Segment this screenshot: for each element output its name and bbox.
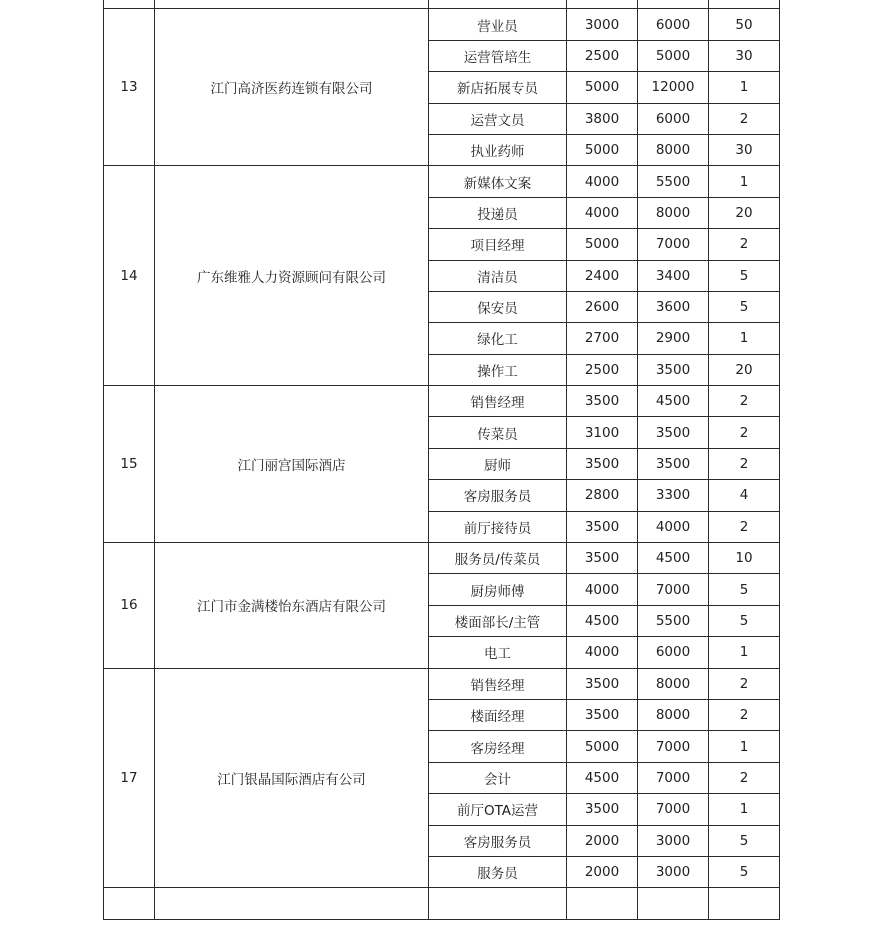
headcount-cell: 2 [709, 511, 780, 542]
position-title-cell: 新媒体文案 [429, 166, 567, 197]
headcount-cell: 20 [709, 197, 780, 228]
headcount-cell: 2 [709, 103, 780, 134]
position-title-cell: 执业药师 [429, 134, 567, 165]
salary-max-cell: 6000 [638, 637, 709, 668]
salary-max-cell: 3400 [638, 260, 709, 291]
blank-cell [567, 888, 638, 919]
position-title-cell: 服务员 [429, 856, 567, 887]
blank-cell [567, 0, 638, 9]
company-name-cell: 江门银晶国际酒店有公司 [155, 668, 429, 888]
position-title-cell: 保安员 [429, 291, 567, 322]
blank-cell [429, 888, 567, 919]
position-title-cell: 运营文员 [429, 103, 567, 134]
blank-cell [638, 0, 709, 9]
blank-cell [709, 0, 780, 9]
table-row [104, 386, 780, 417]
salary-max-cell: 3000 [638, 856, 709, 887]
position-title-cell: 前厅OTA运营 [429, 794, 567, 825]
salary-min-cell: 3500 [567, 448, 638, 479]
headcount-cell: 5 [709, 291, 780, 322]
company-number-cell: 13 [104, 9, 155, 166]
salary-min-cell: 4000 [567, 637, 638, 668]
position-title-cell: 电工 [429, 637, 567, 668]
salary-max-cell: 5500 [638, 605, 709, 636]
salary-min-cell: 4500 [567, 605, 638, 636]
table-row-partial-top [104, 0, 780, 9]
salary-max-cell: 8000 [638, 668, 709, 699]
position-title-cell: 清洁员 [429, 260, 567, 291]
blank-cell [709, 888, 780, 919]
salary-min-cell: 3500 [567, 699, 638, 730]
salary-max-cell: 7000 [638, 762, 709, 793]
position-title-cell: 厨师 [429, 448, 567, 479]
company-number-cell: 15 [104, 386, 155, 543]
position-title-cell: 楼面经理 [429, 699, 567, 730]
salary-max-cell: 4500 [638, 543, 709, 574]
headcount-cell: 2 [709, 386, 780, 417]
salary-max-cell: 7000 [638, 574, 709, 605]
position-title-cell: 客房经理 [429, 731, 567, 762]
position-title-cell: 操作工 [429, 354, 567, 385]
salary-min-cell: 3100 [567, 417, 638, 448]
salary-max-cell: 3500 [638, 354, 709, 385]
company-name-cell: 广东维雅人力资源顾问有限公司 [155, 166, 429, 386]
position-title-cell: 运营管培生 [429, 40, 567, 71]
headcount-cell: 5 [709, 574, 780, 605]
position-title-cell: 销售经理 [429, 668, 567, 699]
salary-min-cell: 3500 [567, 511, 638, 542]
table-row [104, 9, 780, 40]
blank-cell [104, 888, 155, 919]
salary-min-cell: 3500 [567, 543, 638, 574]
headcount-cell: 5 [709, 260, 780, 291]
headcount-cell: 4 [709, 480, 780, 511]
salary-min-cell: 4500 [567, 762, 638, 793]
salary-min-cell: 3500 [567, 668, 638, 699]
headcount-cell: 5 [709, 605, 780, 636]
salary-max-cell: 3500 [638, 417, 709, 448]
position-title-cell: 服务员/传菜员 [429, 543, 567, 574]
position-title-cell: 客房服务员 [429, 825, 567, 856]
blank-cell [155, 0, 429, 9]
salary-max-cell: 12000 [638, 72, 709, 103]
position-title-cell: 会计 [429, 762, 567, 793]
position-title-cell: 新店拓展专员 [429, 72, 567, 103]
salary-min-cell: 4000 [567, 574, 638, 605]
salary-min-cell: 5000 [567, 229, 638, 260]
position-title-cell: 销售经理 [429, 386, 567, 417]
company-number-cell: 16 [104, 543, 155, 669]
salary-min-cell: 5000 [567, 134, 638, 165]
salary-max-cell: 3500 [638, 448, 709, 479]
headcount-cell: 5 [709, 856, 780, 887]
salary-max-cell: 7000 [638, 229, 709, 260]
salary-min-cell: 3500 [567, 794, 638, 825]
headcount-cell: 1 [709, 166, 780, 197]
table-row [104, 543, 780, 574]
salary-max-cell: 2900 [638, 323, 709, 354]
salary-max-cell: 8000 [638, 134, 709, 165]
position-title-cell: 项目经理 [429, 229, 567, 260]
headcount-cell: 2 [709, 417, 780, 448]
headcount-cell: 1 [709, 323, 780, 354]
salary-min-cell: 2500 [567, 40, 638, 71]
headcount-cell: 30 [709, 40, 780, 71]
position-title-cell: 楼面部长/主管 [429, 605, 567, 636]
headcount-cell: 1 [709, 637, 780, 668]
salary-max-cell: 4000 [638, 511, 709, 542]
headcount-cell: 5 [709, 825, 780, 856]
headcount-cell: 20 [709, 354, 780, 385]
headcount-cell: 2 [709, 448, 780, 479]
salary-min-cell: 2700 [567, 323, 638, 354]
salary-min-cell: 2000 [567, 856, 638, 887]
salary-max-cell: 4500 [638, 386, 709, 417]
salary-max-cell: 6000 [638, 9, 709, 40]
job-listings-table [103, 0, 780, 920]
headcount-cell: 2 [709, 699, 780, 730]
blank-cell [638, 888, 709, 919]
salary-max-cell: 3300 [638, 480, 709, 511]
headcount-cell: 2 [709, 229, 780, 260]
blank-cell [104, 0, 155, 9]
position-title-cell: 传菜员 [429, 417, 567, 448]
salary-max-cell: 5000 [638, 40, 709, 71]
position-title-cell: 厨房师傅 [429, 574, 567, 605]
headcount-cell: 2 [709, 762, 780, 793]
salary-max-cell: 5500 [638, 166, 709, 197]
headcount-cell: 2 [709, 668, 780, 699]
headcount-cell: 30 [709, 134, 780, 165]
salary-max-cell: 8000 [638, 699, 709, 730]
salary-min-cell: 3000 [567, 9, 638, 40]
salary-min-cell: 2000 [567, 825, 638, 856]
blank-cell [155, 888, 429, 919]
position-title-cell: 投递员 [429, 197, 567, 228]
position-title-cell: 客房服务员 [429, 480, 567, 511]
position-title-cell: 营业员 [429, 9, 567, 40]
headcount-cell: 10 [709, 543, 780, 574]
company-name-cell: 江门高济医药连锁有限公司 [155, 9, 429, 166]
salary-max-cell: 3000 [638, 825, 709, 856]
salary-min-cell: 5000 [567, 731, 638, 762]
table-row-partial-bottom [104, 888, 780, 919]
table-row [104, 668, 780, 699]
salary-max-cell: 7000 [638, 731, 709, 762]
position-title-cell: 绿化工 [429, 323, 567, 354]
job-listings-body [104, 0, 780, 919]
salary-min-cell: 2400 [567, 260, 638, 291]
headcount-cell: 1 [709, 731, 780, 762]
company-number-cell: 14 [104, 166, 155, 386]
company-name-cell: 江门市金满楼怡东酒店有限公司 [155, 543, 429, 669]
company-name-cell: 江门丽宫国际酒店 [155, 386, 429, 543]
salary-max-cell: 6000 [638, 103, 709, 134]
headcount-cell: 50 [709, 9, 780, 40]
salary-min-cell: 4000 [567, 197, 638, 228]
salary-min-cell: 3500 [567, 386, 638, 417]
headcount-cell: 1 [709, 72, 780, 103]
salary-min-cell: 3800 [567, 103, 638, 134]
company-number-cell: 17 [104, 668, 155, 888]
salary-max-cell: 3600 [638, 291, 709, 322]
table-row [104, 166, 780, 197]
salary-min-cell: 2500 [567, 354, 638, 385]
salary-min-cell: 5000 [567, 72, 638, 103]
position-title-cell: 前厅接待员 [429, 511, 567, 542]
salary-min-cell: 2600 [567, 291, 638, 322]
headcount-cell: 1 [709, 794, 780, 825]
salary-min-cell: 2800 [567, 480, 638, 511]
salary-max-cell: 7000 [638, 794, 709, 825]
blank-cell [429, 0, 567, 9]
salary-min-cell: 4000 [567, 166, 638, 197]
salary-max-cell: 8000 [638, 197, 709, 228]
